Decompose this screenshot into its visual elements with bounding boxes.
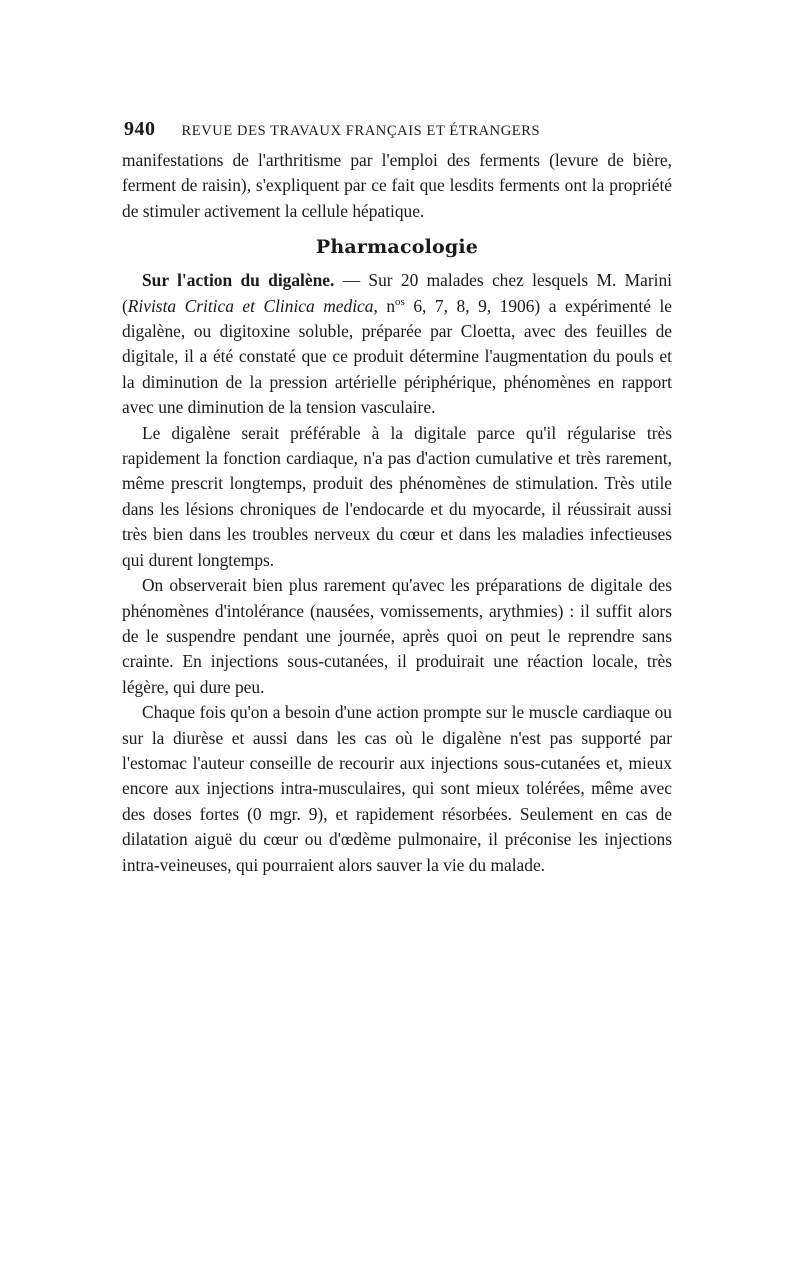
issue-superscript: os bbox=[395, 295, 405, 308]
page-number: 940 bbox=[124, 118, 156, 140]
body-paragraph: On observerait bien plus rarement qu'avec les préparations de digitale des phénomènes d'intolérance (nausées, vomissements, arythmies) : il suffit alors de le suspendre pendant une journée, après quoi on peut le reprendre sans crainte. En injections sous-cutanées, il produirait une réaction locale, très légère, qui dure peu. bbox=[122, 575, 672, 697]
section-title: Pharmacologie bbox=[315, 236, 479, 259]
continued-paragraph: manifestations de l'arthritisme par l'emploi des ferments (levure de bière, ferment de raisin), s'expliquent par ce fait que lesdits ferments ont la propriété de stimuler activement la cellule hépatique. bbox=[122, 150, 672, 221]
article-title: Sur l'action du digalène. bbox=[142, 270, 335, 291]
page-body bbox=[122, 148, 672, 878]
article-intro-text: — Sur 20 malades chez lesquels M. Marini ( bbox=[122, 270, 672, 316]
issue-prefix: n bbox=[377, 295, 396, 316]
article-intro-continuation: 6, 7, 8, 9, 1906) a expérimenté le digalène, ou digitoxine soluble, préparée par Cloetta, avec des feuilles de digitale, il a été constaté que ce produit détermine l'augmentation du pouls et la diminution de la pression artérielle périphérique, phénomènes en rapport avec une diminution de la tension vasculaire. bbox=[122, 295, 672, 418]
body-paragraph: Chaque fois qu'on a besoin d'une action prompte sur le muscle cardiaque ou sur la diurèse et aussi dans les cas où le digalène n'est pas supporté par l'estomac l'auteur conseille de recourir aux injections sous-cutanées et, mieux encore aux injections intra-musculaires, qui sont mieux tolérées, même avec des doses fortes (0 mgr. 9), et rapidement résorbées. Seulement en cas de dilatation aiguë du cœur ou d'œdème pulmonaire, il préconise les injections intra-veineuses, qui pourraient alors sauver la vie du malade. bbox=[122, 702, 672, 875]
running-header bbox=[124, 118, 684, 141]
journal-name: Rivista Critica et Clinica medica, bbox=[127, 295, 378, 316]
running-title: REVUE DES TRAVAUX FRANÇAIS ET ÉTRANGERS bbox=[181, 123, 541, 139]
body-paragraph: Le digalène serait préférable à la digitale parce qu'il régularise très rapidement la fonction cardiaque, n'a pas d'action cumulative et très rarement, même prescrit longtemps, produit des phénomènes de stimulation. Très utile dans les lésions chroniques de l'endocarde et du myocarde, il réussirait aussi très bien dans les troubles nerveux du cœur et dans les maladies infectieuses qui durent longtemps. bbox=[122, 422, 672, 570]
article-intro-paragraph bbox=[122, 268, 672, 420]
